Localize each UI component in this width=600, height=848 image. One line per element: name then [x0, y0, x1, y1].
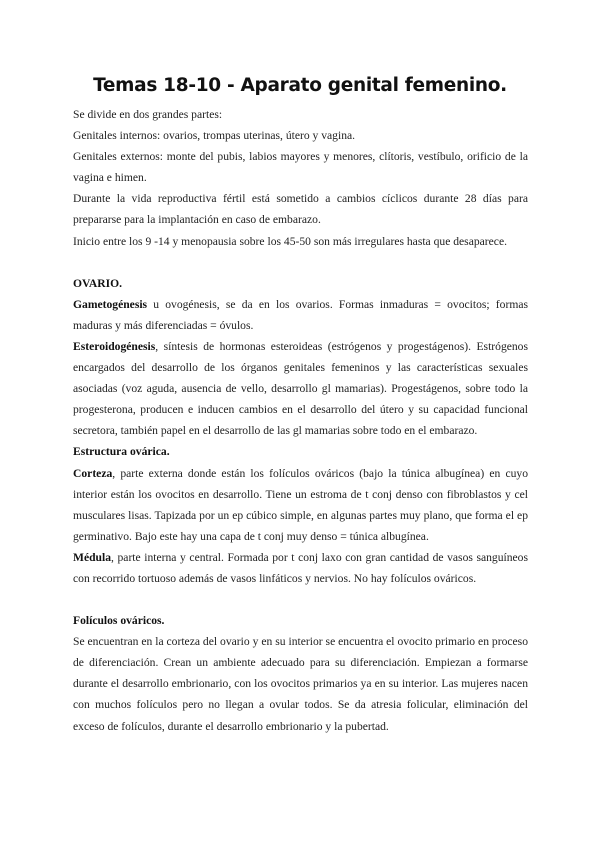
intro-paragraph: Durante la vida reproductiva fértil está sometido a cambios cíclicos durante 28 días para prepararse para la implantación en caso de embarazo. [73, 192, 528, 227]
paragraph-esteroidogenesis [73, 336, 528, 441]
heading-text: OVARIO. [73, 276, 123, 290]
paragraph-corteza [73, 463, 528, 547]
paragraph-text: , parte interna y central. Formada por t conj laxo con gran cantidad de vasos sanguíneos con recorrido tortuoso además de vasos linfáticos y nervios. No hay folículos ováricos. [73, 550, 528, 585]
spacer [73, 589, 528, 610]
intro-paragraph: Genitales internos: ovarios, trompas uterinas, útero y vagina. [73, 129, 356, 143]
document-body [73, 104, 528, 737]
term-corteza: Corteza [73, 466, 113, 480]
intro-paragraph: Inicio entre los 9 -14 y menopausia sobre los 45-50 son más irregulares hasta que desaparece. [73, 234, 507, 248]
paragraph-text: , síntesis de hormonas esteroideas (estrógenos y progestágenos). Estrógenos encargados del desarrollo de los órganos genitales femeninos y las características sexuales asociadas (voz aguda, ausencia de vello, desarrollo gl mamarias). Progestágenos, sobre todo la progesterona, producen e inducen cambios en el desarrollo del útero y su capacidad funcional secretora, también papel en el desarrollo de las gl mamarias sobre todo en el embarazo. [73, 339, 528, 438]
paragraph-medula [73, 547, 528, 589]
paragraph-text: , parte externa donde están los folículos ováricos (bajo la túnica albugínea) en cuyo interior están los ovocitos en desarrollo. Tiene un estroma de t conj denso con fibroblastos y cel musculares lisas. Tapizada por un ep cúbico simple, en algunas partes muy plano, que forma el ep germinativo. Bajo este hay una capa de t conj muy denso = túnica albugínea. [73, 466, 528, 543]
paragraph-text: u ovogénesis, se da en los ovarios. Formas inmaduras = ovocitos; formas maduras y más diferenciadas = óvulos. [73, 297, 528, 332]
page-title: Temas 18-10 - Aparato genital femenino. [93, 75, 507, 96]
spacer [73, 252, 528, 273]
paragraph-foliculos: Se encuentran en la corteza del ovario y en su interior se encuentra el ovocito primario en proceso de diferenciación. Crean un ambiente adecuado para su diferenciación. Empiezan a formarse durante el desarrollo embrionario, con los ovocitos primarios ya en su interior. Las mujeres nacen con muchos folículos pero no llegan a ovular todos. Se da atresia folicular, eliminación del exceso de folículos, durante el desarrollo embrionario y la pubertad. [73, 635, 528, 733]
paragraph-gametogenesis [73, 294, 528, 336]
section-heading-foliculos [73, 610, 528, 631]
term-gametogenesis: Gametogénesis [73, 297, 148, 311]
section-heading-ovario [73, 273, 528, 294]
section-heading-estructura [73, 441, 528, 462]
term-esteroidogenesis: Esteroidogénesis [73, 339, 156, 353]
intro-paragraph: Se divide en dos grandes partes: [73, 108, 223, 121]
intro-paragraph: Genitales externos: monte del pubis, labios mayores y menores, clítoris, vestíbulo, orificio de la vagina e himen. [73, 150, 528, 185]
term-medula: Médula [73, 550, 112, 564]
heading-text: Estructura ovárica. [73, 445, 170, 459]
heading-text: Folículos ováricos. [73, 614, 165, 628]
